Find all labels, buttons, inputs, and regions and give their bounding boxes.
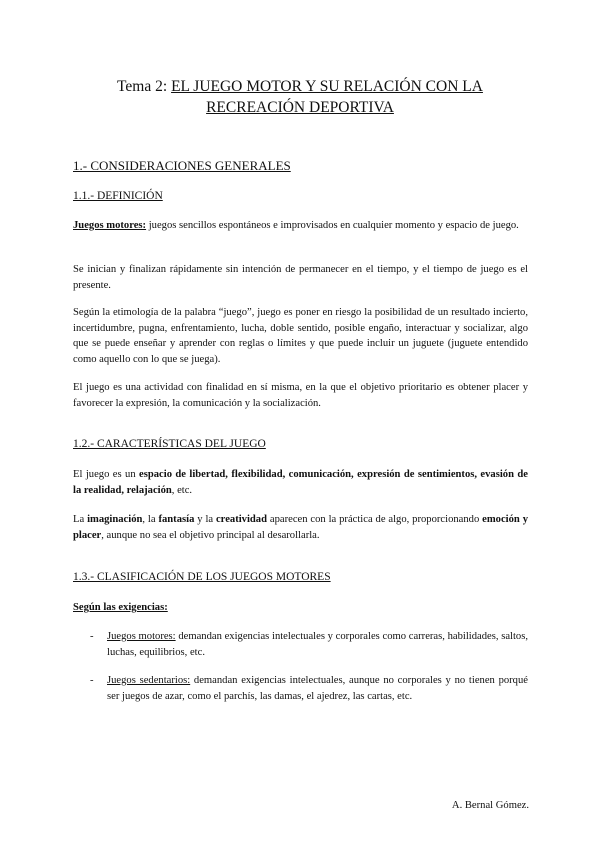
footer-author: A. Bernal Gómez. <box>451 800 529 811</box>
term-imaginacion: imaginación <box>87 514 143 525</box>
text-fragment: , la <box>142 514 159 525</box>
list-item <box>90 629 528 660</box>
term-juegos-motores: Juegos motores: <box>73 220 147 231</box>
text-fragment: , aunque no sea el objetivo principal al desarollarla. <box>101 529 320 541</box>
text-fragment: y la <box>194 514 216 525</box>
list-item-term: Juegos sedentarios: <box>107 675 191 686</box>
paragraph-duration: Se inician y finalizan rápidamente sin intención de permanecer en el tiempo, y el tiempo de juego es el presente. <box>73 264 528 291</box>
list-item-term: Juegos motores: <box>107 631 176 642</box>
paragraph-characteristics <box>73 467 528 498</box>
list-item-text: demandan exigencias intelectuales y corporales como carreras, habilidades, saltos, luchas, equilibrios, etc. <box>107 631 528 658</box>
text-fragment: El juego es un <box>73 469 140 480</box>
term-fantasia: fantasía <box>158 514 195 525</box>
subsection-heading-classification: 1.3.- CLASIFICACIÓN DE LOS JUEGOS MOTORES <box>73 571 331 583</box>
title-prefix: Tema 2: <box>117 78 172 95</box>
text-fragment: aparecen con la práctica de algo, proporcionando <box>267 514 483 525</box>
list-bullet: - <box>90 631 94 642</box>
paragraph-definition <box>73 218 528 234</box>
paragraph-etymology: Según la etimología de la palabra “juego”, juego es poner en riesgo la posibilidad de un resultado incierto, incertidumbre, pugna, enfrentamiento, lucha, doble sentido, posible engaño, interactuar y socializar, algo que se puede enseñar y aprender con reglas o límites y que puede incluir un juguete (juguete entendido como aquello con lo que se juega). <box>73 307 528 365</box>
criterion-label: Según las exigencias: <box>73 602 168 613</box>
list-item-text: demandan exigencias intelectuales, aunque no corporales y no tienen porqué ser juegos de azar, como el parchís, las damas, el ajedrez, las cartas, etc. <box>107 675 528 702</box>
document-title <box>60 76 540 118</box>
characteristics-list: espacio de libertad, flexibilidad, comunicación, expresión de sentimientos, evasión de la realidad, relajación <box>73 469 528 496</box>
term-emocion-placer: emoción y placer <box>73 514 528 541</box>
text-fragment: La <box>73 514 88 525</box>
title-line-2: RECREACIÓN DEPORTIVA <box>206 99 394 116</box>
paragraph-imagination <box>73 512 528 543</box>
subsection-heading-definition: 1.1.- DEFINICIÓN <box>73 190 163 202</box>
definition-text: juegos sencillos espontáneos e improvisados en cualquier momento y espacio de juego. <box>146 220 519 231</box>
title-line-1: EL JUEGO MOTOR Y SU RELACIÓN CON LA <box>171 78 483 95</box>
text-fragment: , etc. <box>171 484 193 496</box>
subsection-heading-characteristics: 1.2.- CARACTERÍSTICAS DEL JUEGO <box>73 438 266 450</box>
section-heading-general: 1.- CONSIDERACIONES GENERALES <box>73 158 291 173</box>
paragraph-purpose: El juego es una actividad con finalidad en sí misma, en la que el objetivo prioritario es obtener placer y favorecer la expresión, la comunicación y la socialización. <box>73 382 528 409</box>
term-creatividad: creatividad <box>215 514 267 525</box>
list-item <box>90 673 528 704</box>
list-bullet: - <box>90 675 94 686</box>
classification-criterion <box>73 600 528 616</box>
